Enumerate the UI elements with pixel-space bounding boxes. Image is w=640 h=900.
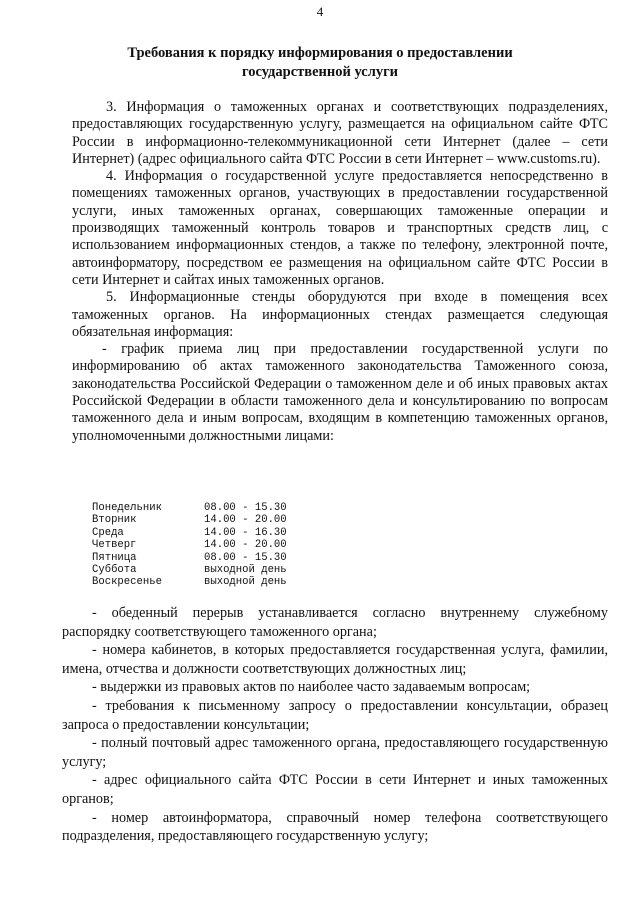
schedule-row [92,539,287,551]
schedule-hours: 14.00 - 20.00 [204,514,287,527]
section-title-line-2: государственной услуги [241,64,399,80]
schedule-hours: 14.00 - 20.00 [204,539,287,552]
schedule-intro-item: - график приема лиц при предоставлении государственной услуги по информированию об актах таможенного законодательства Таможенного союза, законодательства Российской Федерации о таможенном деле и об иных правовых актах Российской Федерации в области таможенного дела и консультированию по вопросам таможенного дела и иным вопросам, входящим в компетенцию таможенных органов, уполномоченными должностными лицами: [72,341,608,444]
schedule-hours: 08.00 - 15.30 [204,551,287,564]
list-item: - адрес официального сайта ФТС России в сети Интернет и иных таможенных органов; [62,772,608,807]
information-items [62,604,608,846]
schedule-day: Четверг [92,539,137,552]
schedule-row [92,576,287,588]
list-item: - номер автоинформатора, справочный номер телефона соответствующего подразделения, предоставляющего государственную услугу; [62,809,608,845]
page-number: 4 [316,4,324,19]
schedule-day: Вторник [92,514,137,527]
schedule-hours: 08.00 - 15.30 [204,502,287,514]
schedule-day: Пятница [92,551,137,564]
schedule-hours: выходной день [204,564,287,577]
schedule-day: Понедельник [92,502,162,514]
list-item: - требования к письменному запросу о предоставлении консультации, образец запроса о предоставлении консультации; [62,697,608,733]
schedule-day: Среда [92,526,124,539]
schedule-row [92,502,287,514]
section-title [120,44,520,82]
reception-schedule [92,502,287,589]
schedule-day: Воскресенье [92,576,162,589]
schedule-hours: 14.00 - 16.30 [204,526,287,539]
list-item: - полный почтовый адрес таможенного органа, предоставляющего государственную услугу; [62,735,608,770]
schedule-day: Суббота [92,564,137,577]
list-item: - обеденный перерыв устанавливается согласно внутреннему служебному распорядку соответствующего таможенного органа; [62,605,608,640]
section-title-line-1: Требования к порядку информирования о предоставлении [127,45,513,61]
paragraph-5: 5. Информационные стенды оборудуются при входе в помещения всех таможенных органов. На информационных стендах размещается следующая обязательная информация: [72,289,608,340]
schedule-row [92,514,287,526]
schedule-row [92,527,287,539]
list-item: - выдержки из правовых актов по наиболее часто задаваемым вопросам; [92,679,531,696]
schedule-row [92,564,287,576]
paragraph-3: 3. Информация о таможенных органах и соответствующих подразделениях, предоставляющих государственную услугу, размещается на официальном сайте ФТС России в информационно-телекоммуникационной сети Интернет (далее – сети Интернет) (адрес официального сайта ФТС России в сети Интернет – www.customs.ru). [72,99,608,167]
body-text [72,99,608,445]
paragraph-4: 4. Информация о государственной услуге предоставляется непосредственно в помещениях таможенных органов, участвующих в предоставлении государственной услуги, иных таможенных органах, совершающих таможенные операции и производящих таможенный контроль товаров и транспортных средств лиц, с использованием информационных стендов, а также по телефону, электронной почте, автоинформатору, посредством ее размещения на официальном сайте ФТС России в сети Интернет и сайтах иных таможенных органов. [72,168,608,288]
list-item: - номера кабинетов, в которых предоставляется государственная услуга, фамилии, имена, отчества и должности соответствующих должностных лиц; [62,642,608,677]
schedule-hours: выходной день [204,576,287,589]
schedule-row [92,552,287,564]
